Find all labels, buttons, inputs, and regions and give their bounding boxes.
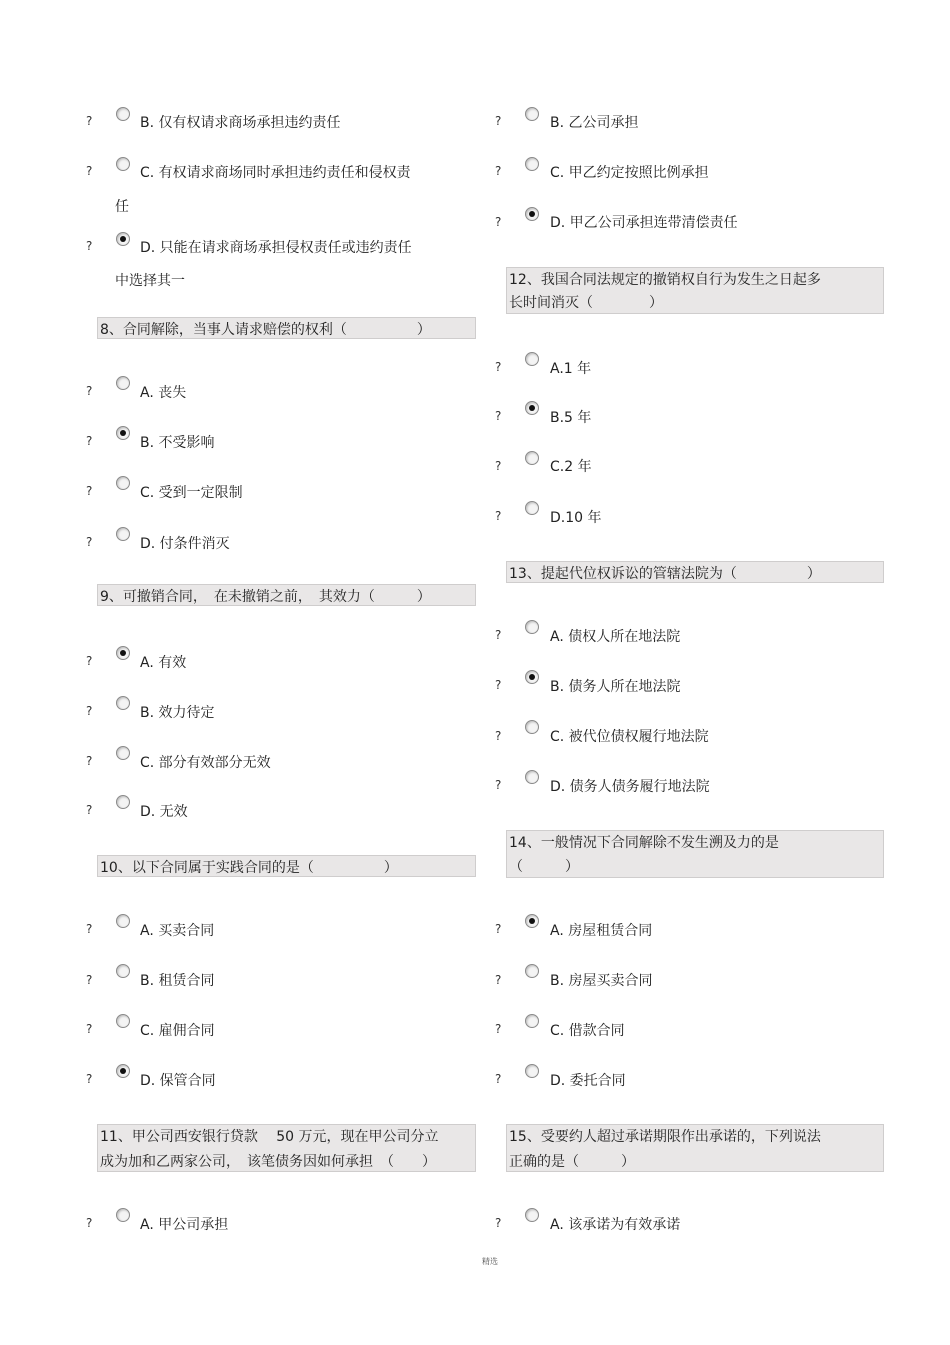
- option-label: D. 甲乙公司承担连带清偿责任: [550, 215, 738, 231]
- option-label: D. 付条件消灭: [140, 536, 230, 552]
- help-icon: ?: [495, 509, 502, 523]
- radio-button-selected[interactable]: [525, 670, 539, 684]
- help-icon: ?: [495, 1072, 502, 1086]
- option-label: D.10 年: [550, 510, 602, 526]
- question-15-box: [506, 1124, 884, 1172]
- option-label: B.5 年: [550, 410, 592, 426]
- question-13-box: [506, 561, 884, 583]
- radio-button[interactable]: [525, 964, 539, 978]
- radio-button[interactable]: [116, 157, 130, 171]
- radio-button[interactable]: [116, 1014, 130, 1028]
- help-icon: ?: [495, 459, 502, 473]
- help-icon: ?: [495, 114, 502, 128]
- question-9-box: [97, 584, 476, 606]
- question-text: 成为加和乙两家公司， 该笔债务因如何承担 （ ）: [100, 1154, 436, 1170]
- radio-button[interactable]: [525, 1014, 539, 1028]
- option-label: C. 被代位债权履行地法院: [550, 729, 709, 745]
- question-text: 8、合同解除，当事人请求赔偿的权利（ ）: [100, 322, 431, 338]
- help-icon: ?: [495, 729, 502, 743]
- option-label: D. 债务人债务履行地法院: [550, 779, 710, 795]
- help-icon: ?: [495, 973, 502, 987]
- option-label: A. 债权人所在地法院: [550, 629, 681, 645]
- option-label: A.1 年: [550, 361, 592, 377]
- radio-button-selected[interactable]: [525, 401, 539, 415]
- option-label: B. 效力待定: [140, 705, 215, 721]
- page-footer: 精选: [482, 1257, 498, 1266]
- help-icon: ?: [86, 484, 93, 498]
- option-label: C. 有权请求商场同时承担违约责任和侵权责: [140, 165, 411, 181]
- radio-button[interactable]: [116, 107, 130, 121]
- question-14-box: [506, 830, 884, 878]
- help-icon: ?: [495, 628, 502, 642]
- option-label: D. 委托合同: [550, 1073, 626, 1089]
- radio-button[interactable]: [525, 1064, 539, 1078]
- radio-button-selected[interactable]: [116, 232, 130, 246]
- help-icon: ?: [495, 922, 502, 936]
- help-icon: ?: [86, 535, 93, 549]
- help-icon: ?: [86, 973, 93, 987]
- option-label: C. 雇佣合同: [140, 1023, 215, 1039]
- radio-button-selected[interactable]: [116, 426, 130, 440]
- option-label: D. 只能在请求商场承担侵权责任或违约责任: [140, 240, 412, 256]
- help-icon: ?: [86, 1216, 93, 1230]
- radio-button[interactable]: [116, 376, 130, 390]
- help-icon: ?: [495, 409, 502, 423]
- help-icon: ?: [86, 1072, 93, 1086]
- radio-button[interactable]: [525, 1208, 539, 1222]
- option-label: D. 保管合同: [140, 1073, 216, 1089]
- radio-button[interactable]: [116, 696, 130, 710]
- radio-button[interactable]: [116, 746, 130, 760]
- question-text: 长时间消灭（ ）: [509, 295, 663, 311]
- question-text: 9、可撤销合同， 在未撤销之前， 其效力（ ）: [100, 589, 431, 605]
- option-label: A. 房屋租赁合同: [550, 923, 653, 939]
- question-11-box: [97, 1124, 476, 1172]
- radio-button[interactable]: [116, 1208, 130, 1222]
- help-icon: ?: [495, 778, 502, 792]
- option-label: A. 买卖合同: [140, 923, 215, 939]
- option-label-continued: 中选择其一: [115, 273, 185, 289]
- option-label: B. 租赁合同: [140, 973, 215, 989]
- help-icon: ?: [86, 803, 93, 817]
- help-icon: ?: [86, 114, 93, 128]
- question-text: 正确的是（ ）: [509, 1154, 635, 1170]
- option-label: B. 债务人所在地法院: [550, 679, 681, 695]
- help-icon: ?: [86, 654, 93, 668]
- radio-button-selected[interactable]: [116, 1064, 130, 1078]
- question-text: 15、受要约人超过承诺期限作出承诺的，下列说法: [509, 1129, 821, 1145]
- radio-button[interactable]: [116, 527, 130, 541]
- radio-button[interactable]: [525, 451, 539, 465]
- help-icon: ?: [86, 164, 93, 178]
- option-label: A. 有效: [140, 655, 187, 671]
- option-label: B. 房屋买卖合同: [550, 973, 653, 989]
- help-icon: ?: [495, 164, 502, 178]
- help-icon: ?: [495, 1022, 502, 1036]
- radio-button[interactable]: [525, 770, 539, 784]
- question-8-box: [97, 317, 476, 339]
- help-icon: ?: [86, 922, 93, 936]
- radio-button-selected[interactable]: [116, 646, 130, 660]
- radio-button[interactable]: [116, 476, 130, 490]
- question-12-box: [506, 267, 884, 314]
- option-label: A. 甲公司承担: [140, 1217, 229, 1233]
- help-icon: ?: [86, 704, 93, 718]
- question-text: 12、我国合同法规定的撤销权自行为发生之日起多: [509, 272, 821, 288]
- radio-button[interactable]: [525, 157, 539, 171]
- option-label: A. 该承诺为有效承诺: [550, 1217, 681, 1233]
- help-icon: ?: [495, 1216, 502, 1230]
- option-label: D. 无效: [140, 804, 188, 820]
- question-text: 11、甲公司西安银行贷款 50 万元，现在甲公司分立: [100, 1129, 439, 1145]
- radio-button[interactable]: [116, 914, 130, 928]
- option-label: B. 乙公司承担: [550, 115, 639, 131]
- question-text: （ ）: [509, 859, 579, 875]
- help-icon: ?: [86, 1022, 93, 1036]
- help-icon: ?: [86, 239, 93, 253]
- help-icon: ?: [495, 360, 502, 374]
- help-icon: ?: [495, 678, 502, 692]
- radio-button[interactable]: [525, 620, 539, 634]
- radio-button[interactable]: [525, 107, 539, 121]
- help-icon: ?: [86, 754, 93, 768]
- help-icon: ?: [86, 434, 93, 448]
- question-text: 10、以下合同属于实践合同的是（ ）: [100, 860, 398, 876]
- option-label: A. 丧失: [140, 385, 187, 401]
- option-label: C.2 年: [550, 459, 592, 475]
- radio-button-selected[interactable]: [525, 207, 539, 221]
- help-icon: ?: [495, 215, 502, 229]
- radio-button[interactable]: [525, 720, 539, 734]
- option-label: B. 仅有权请求商场承担违约责任: [140, 115, 341, 131]
- question-10-box: [97, 855, 476, 877]
- radio-button[interactable]: [525, 352, 539, 366]
- question-text: 13、提起代位权诉讼的管辖法院为（ ）: [509, 566, 821, 582]
- radio-button[interactable]: [116, 795, 130, 809]
- option-label: C. 借款合同: [550, 1023, 625, 1039]
- option-label: C. 甲乙约定按照比例承担: [550, 165, 709, 181]
- option-label: C. 受到一定限制: [140, 485, 243, 501]
- option-label-continued: 任: [115, 199, 129, 215]
- question-text: 14、一般情况下合同解除不发生溯及力的是: [509, 835, 779, 851]
- radio-button-selected[interactable]: [525, 914, 539, 928]
- radio-button[interactable]: [525, 501, 539, 515]
- radio-button[interactable]: [116, 964, 130, 978]
- option-label: C. 部分有效部分无效: [140, 755, 271, 771]
- option-label: B. 不受影响: [140, 435, 215, 451]
- help-icon: ?: [86, 384, 93, 398]
